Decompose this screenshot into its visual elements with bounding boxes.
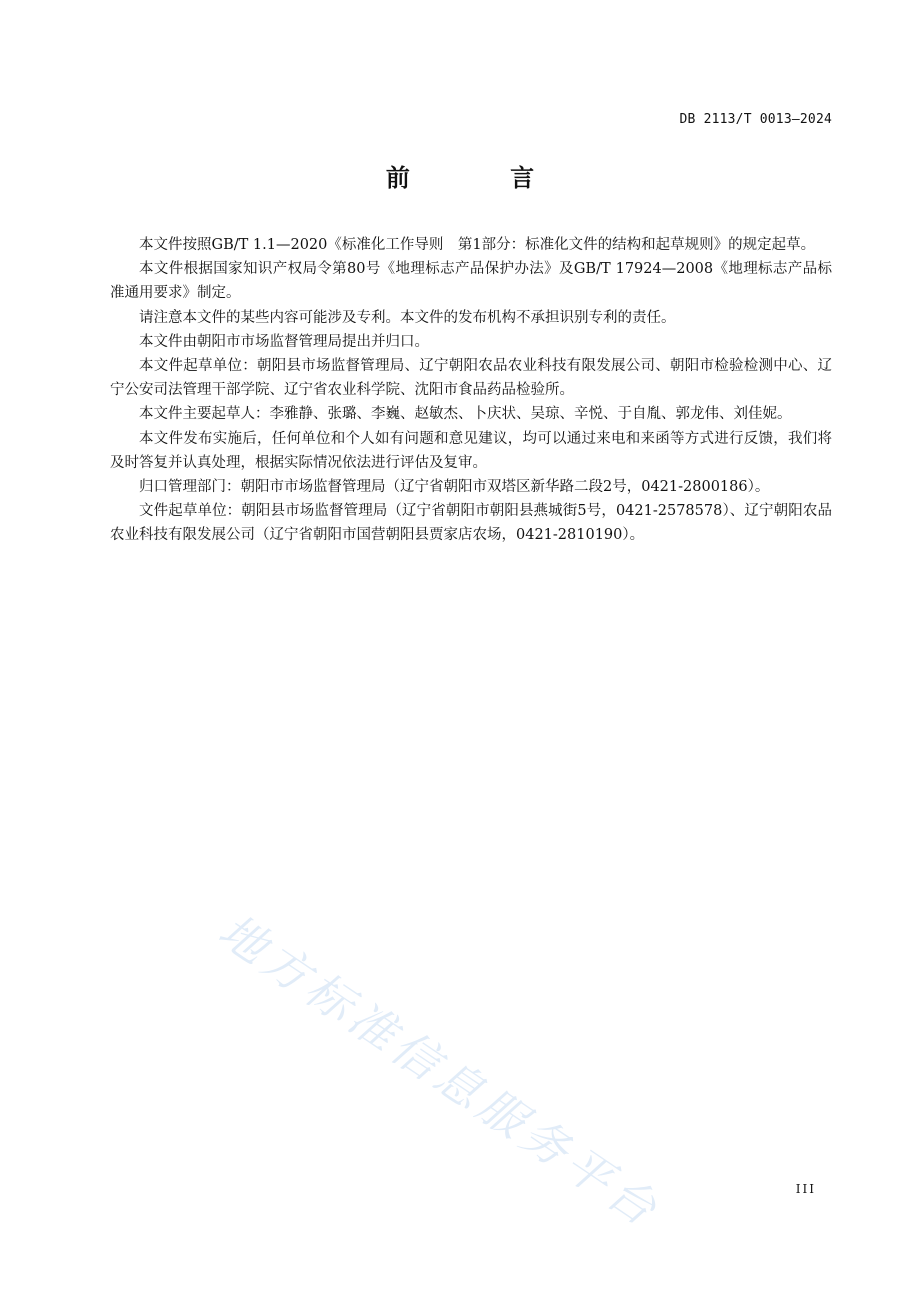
page-number: III [795,1182,816,1196]
paragraph-basis: 本文件根据国家知识产权局令第80号《地理标志产品保护办法》及GB/T 17924—2008《地理标志产品标准通用要求》制定。 [110,261,832,302]
watermark: 地方标准信息服务平台 [209,903,671,1239]
foreword-body [110,233,832,548]
paragraph-management-dept: 归口管理部门：朝阳市市场监督管理局（辽宁省朝阳市双塔区新华路二段2号，0421-2800186）。 [139,479,770,496]
page-title: 前 言 [385,164,581,192]
paragraph-drafting-unit-contacts: 文件起草单位：朝阳县市场监督管理局（辽宁省朝阳市朝阳县燕城街5号，0421-2578578）、辽宁朝阳农品农业科技有限发展公司（辽宁省朝阳市国营朝阳县贾家店农场，0421-2810190）。 [110,503,832,544]
document-code: DB 2113/T 0013—2024 [679,112,832,127]
paragraph-drafting-units: 本文件起草单位：朝阳县市场监督管理局、辽宁朝阳农品农业科技有限发展公司、朝阳市检验检测中心、辽宁公安司法管理干部学院、辽宁省农业科学院、沈阳市食品药品检验所。 [110,358,832,399]
paragraph-drafters: 本文件主要起草人：李雅静、张璐、李巍、赵敏杰、卜庆状、吴琼、辛悦、于自胤、郭龙伟、刘佳妮。 [139,406,792,423]
paragraph-patent-notice: 请注意本文件的某些内容可能涉及专利。本文件的发布机构不承担识别专利的责任。 [139,309,676,326]
paragraph-drafting-rules: 本文件按照GB/T 1.1—2020《标准化工作导则 第1部分：标准化文件的结构和起草规则》的规定起草。 [139,237,816,253]
paragraph-proposer: 本文件由朝阳市市场监督管理局提出并归口。 [139,333,429,350]
paragraph-feedback: 本文件发布实施后，任何单位和个人如有问题和意见建议，均可以通过来电和来函等方式进行反馈，我们将及时答复并认真处理，根据实际情况依法进行评估及复审。 [110,430,832,471]
